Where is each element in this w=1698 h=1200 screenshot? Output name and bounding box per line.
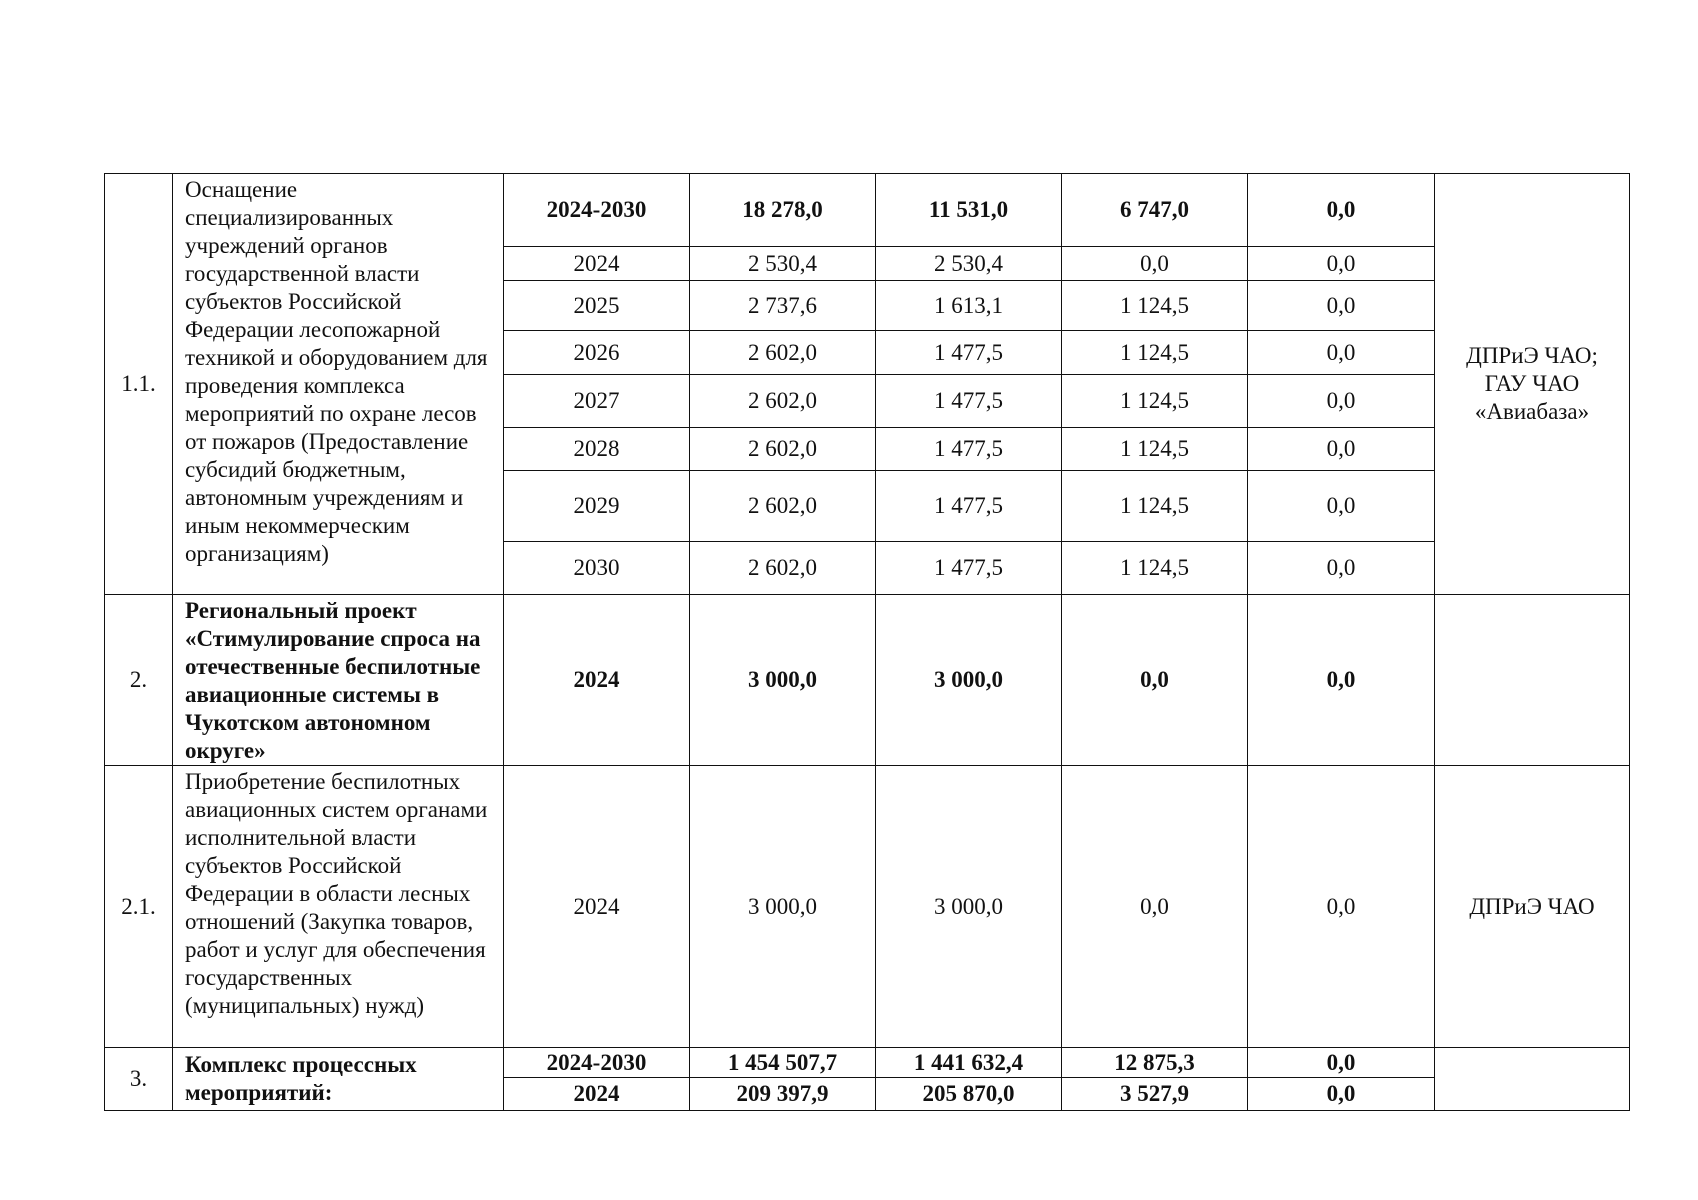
amount-cell: 0,0 [1248,247,1435,281]
table-row [105,174,1630,247]
amount-cell: 3 000,0 [876,595,1062,766]
amount-cell: 1 477,5 [876,542,1062,595]
amount-cell: 205 870,0 [876,1078,1062,1111]
amount-cell: 1 477,5 [876,331,1062,375]
table-row [105,766,1630,1048]
row-number: 2. [105,595,173,766]
table-row [105,595,1630,766]
amount-cell: 1 124,5 [1062,331,1248,375]
amount-cell: 12 875,3 [1062,1048,1248,1078]
amount-cell: 0,0 [1248,595,1435,766]
year-cell: 2029 [504,471,690,542]
amount-cell: 0,0 [1248,174,1435,247]
year-cell: 2026 [504,331,690,375]
amount-cell: 3 527,9 [1062,1078,1248,1111]
row-description: Региональный проект «Стимулирование спроса на отечественные беспилотные авиационные системы в Чукотском автономном округе» [173,595,504,766]
year-cell: 2024 [504,595,690,766]
amount-cell: 0,0 [1248,1078,1435,1111]
total-cell: 2 602,0 [690,471,876,542]
total-cell: 1 454 507,7 [690,1048,876,1078]
executor-cell: ДПРиЭ ЧАО [1435,766,1630,1048]
year-cell: 2024-2030 [504,1048,690,1078]
executor-cell [1435,595,1630,766]
amount-cell: 11 531,0 [876,174,1062,247]
row-description: Комплекс процессных мероприятий: [173,1048,504,1111]
row-number: 2.1. [105,766,173,1048]
total-cell: 2 737,6 [690,281,876,331]
row-description: Оснащение специализированных учреждений органов государственной власти субъектов Российской Федерации лесопожарной техникой и оборудованием для проведения комплекса мероприятий по охране лесов от пожаров (Предоставление субсидий бюджетным, автономным учреждениям и иным некоммерческим организациям) [173,174,504,595]
year-cell: 2030 [504,542,690,595]
executor-line: «Авиабаза» [1474,399,1590,424]
total-cell: 2 602,0 [690,542,876,595]
amount-cell: 0,0 [1248,766,1435,1048]
year-cell: 2025 [504,281,690,331]
amount-cell: 0,0 [1248,428,1435,471]
amount-cell: 0,0 [1062,595,1248,766]
amount-cell: 1 124,5 [1062,375,1248,428]
year-cell: 2024-2030 [504,174,690,247]
total-cell: 3 000,0 [690,595,876,766]
amount-cell: 1 613,1 [876,281,1062,331]
amount-cell: 1 124,5 [1062,471,1248,542]
total-cell: 2 602,0 [690,428,876,471]
year-cell: 2027 [504,375,690,428]
total-cell: 2 530,4 [690,247,876,281]
amount-cell: 0,0 [1248,1048,1435,1078]
amount-cell: 6 747,0 [1062,174,1248,247]
amount-cell: 1 124,5 [1062,281,1248,331]
executor-line: ГАУ ЧАО [1484,371,1580,396]
amount-cell: 0,0 [1248,375,1435,428]
row-number: 1.1. [105,174,173,595]
executor-cell [1435,1048,1630,1111]
year-cell: 2024 [504,1078,690,1111]
row-number: 3. [105,1048,173,1111]
amount-cell: 1 124,5 [1062,428,1248,471]
executor-cell [1435,174,1630,595]
amount-cell: 0,0 [1248,471,1435,542]
amount-cell: 0,0 [1248,331,1435,375]
total-cell: 2 602,0 [690,375,876,428]
amount-cell: 1 124,5 [1062,542,1248,595]
amount-cell: 0,0 [1062,766,1248,1048]
amount-cell: 1 441 632,4 [876,1048,1062,1078]
year-cell: 2024 [504,247,690,281]
budget-table [104,173,1630,1111]
total-cell: 18 278,0 [690,174,876,247]
executor-line: ДПРиЭ ЧАО; [1466,343,1598,368]
total-cell: 209 397,9 [690,1078,876,1111]
amount-cell: 1 477,5 [876,428,1062,471]
amount-cell: 0,0 [1248,542,1435,595]
total-cell: 2 602,0 [690,331,876,375]
amount-cell: 1 477,5 [876,375,1062,428]
amount-cell: 0,0 [1062,247,1248,281]
total-cell: 3 000,0 [690,766,876,1048]
year-cell: 2028 [504,428,690,471]
year-cell: 2024 [504,766,690,1048]
table-row [105,1048,1630,1078]
amount-cell: 3 000,0 [876,766,1062,1048]
amount-cell: 2 530,4 [876,247,1062,281]
amount-cell: 0,0 [1248,281,1435,331]
row-description: Приобретение беспилотных авиационных систем органами исполнительной власти субъектов Российской Федерации в области лесных отношений (Закупка товаров, работ и услуг для обеспечения государственных (муниципальных) нужд) [173,766,504,1048]
amount-cell: 1 477,5 [876,471,1062,542]
